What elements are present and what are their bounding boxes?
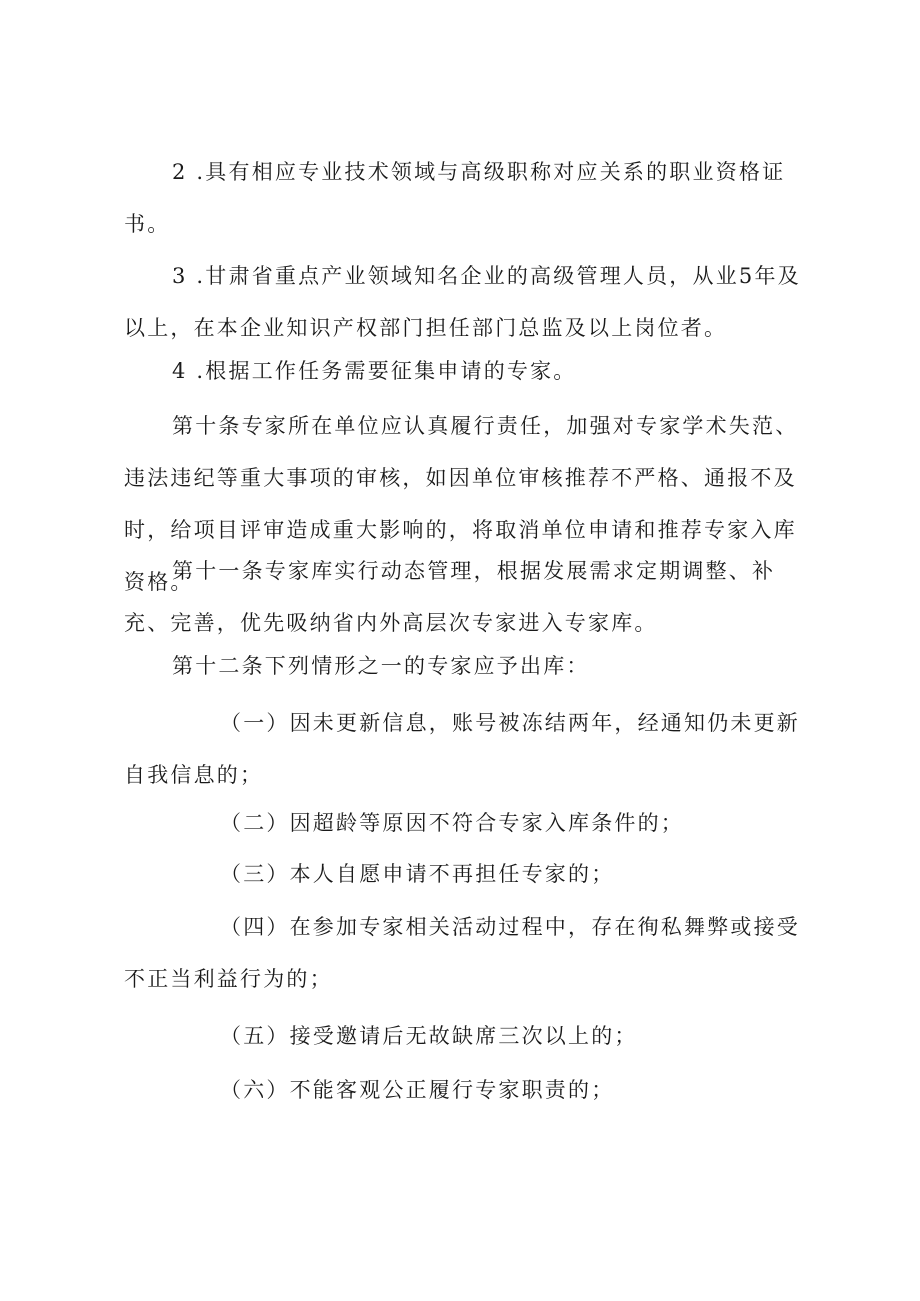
paragraph-item-2: 2 .具有相应专业技术领域与高级职称对应关系的职业资格证书。 bbox=[124, 160, 786, 236]
list-item-3: （三）本人自愿申请不再担任专家的； bbox=[220, 862, 615, 886]
list-item-6: （六）不能客观公正履行专家职责的； bbox=[220, 1078, 615, 1102]
paragraph-item-4: 4 .根据工作任务需要征集申请的专家。 bbox=[172, 359, 577, 383]
paragraph-article-10: 第十条专家所在单位应认真履行责任，加强对专家学术失范、违法违纪等重大事项的审核，如因单位审核推荐不严格、通报不及时，给项目评审造成重大影响的，将取消单位申请和推荐专家入库资格。 bbox=[124, 414, 799, 594]
list-item-1: （一）因未更新信息，账号被冻结两年，经通知仍未更新自我信息的； bbox=[124, 711, 800, 787]
paragraph-article-11: 第十一条专家库实行动态管理，根据发展需求定期调整、补充、完善，优先吸纳省内外高层次专家进入专家库。 bbox=[124, 559, 776, 635]
list-item-2: （二）因超龄等原因不符合专家入库条件的； bbox=[220, 811, 684, 835]
list-item-5: （五）接受邀请后无故缺席三次以上的； bbox=[220, 1024, 638, 1048]
paragraph-item-3: 3 .甘肃省重点产业领域知名企业的高级管理人员，从业5年及以上，在本企业知识产权部门担任部门总监及以上岗位者。 bbox=[124, 264, 801, 340]
paragraph-article-12: 第十二条下列情形之一的专家应予出库： bbox=[172, 654, 590, 678]
list-item-4: （四）在参加专家相关活动过程中，存在徇私舞弊或接受不正当利益行为的； bbox=[124, 915, 800, 991]
